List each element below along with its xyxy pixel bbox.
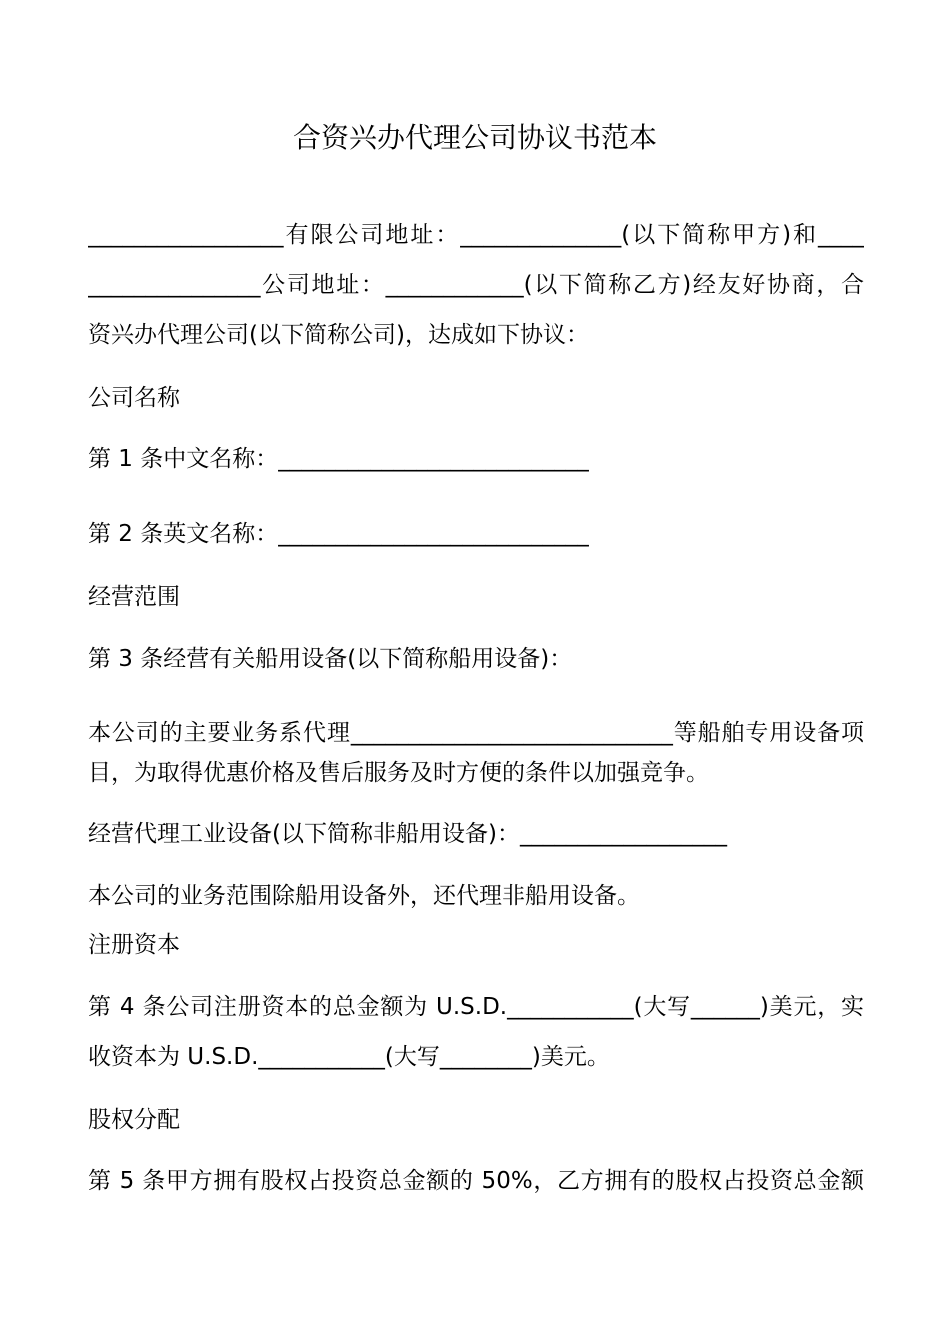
- paragraph-line: 经营代理工业设备(以下简称非船用设备)：__________________: [88, 821, 727, 847]
- paragraph-line: 资兴办代理公司(以下简称公司)，达成如下协议：: [88, 322, 589, 348]
- paragraph-line: 本公司的业务范围除船用设备外，还代理非船用设备。: [88, 883, 640, 909]
- clause-line: 第 3 条经营有关船用设备(以下简称船用设备)：: [88, 646, 573, 672]
- section-heading: 公司名称: [88, 385, 180, 411]
- clause-line: 第 2 条英文名称：___________________________: [88, 521, 589, 547]
- paragraph-line: 收资本为 U.S.D.___________(大写________)美元。: [88, 1044, 610, 1070]
- clause-line: 第 4 条公司注册资本的总金额为 U.S.D.___________(大写______)美元，实: [88, 994, 864, 1020]
- section-heading: 注册资本: [88, 932, 180, 958]
- clause-line: 第 5 条甲方拥有股权占投资总金额的 50%，乙方拥有的股权占投资总金额: [88, 1168, 864, 1194]
- paragraph-line: _______________公司地址：____________(以下简称乙方)经友好协商，合: [88, 272, 864, 298]
- paragraph-line: 本公司的主要业务系代理____________________________等船舶专用设备项: [88, 720, 864, 746]
- clause-line: 第 1 条中文名称：___________________________: [88, 446, 589, 472]
- section-heading: 经营范围: [88, 584, 180, 610]
- section-heading: 股权分配: [88, 1107, 180, 1133]
- paragraph-line: 目，为取得优惠价格及售后服务及时方便的条件以加强竞争。: [88, 760, 709, 786]
- paragraph-line: _________________有限公司地址：______________(以下简称甲方)和____: [88, 222, 864, 248]
- document-title: 合资兴办代理公司协议书范本: [292, 121, 657, 154]
